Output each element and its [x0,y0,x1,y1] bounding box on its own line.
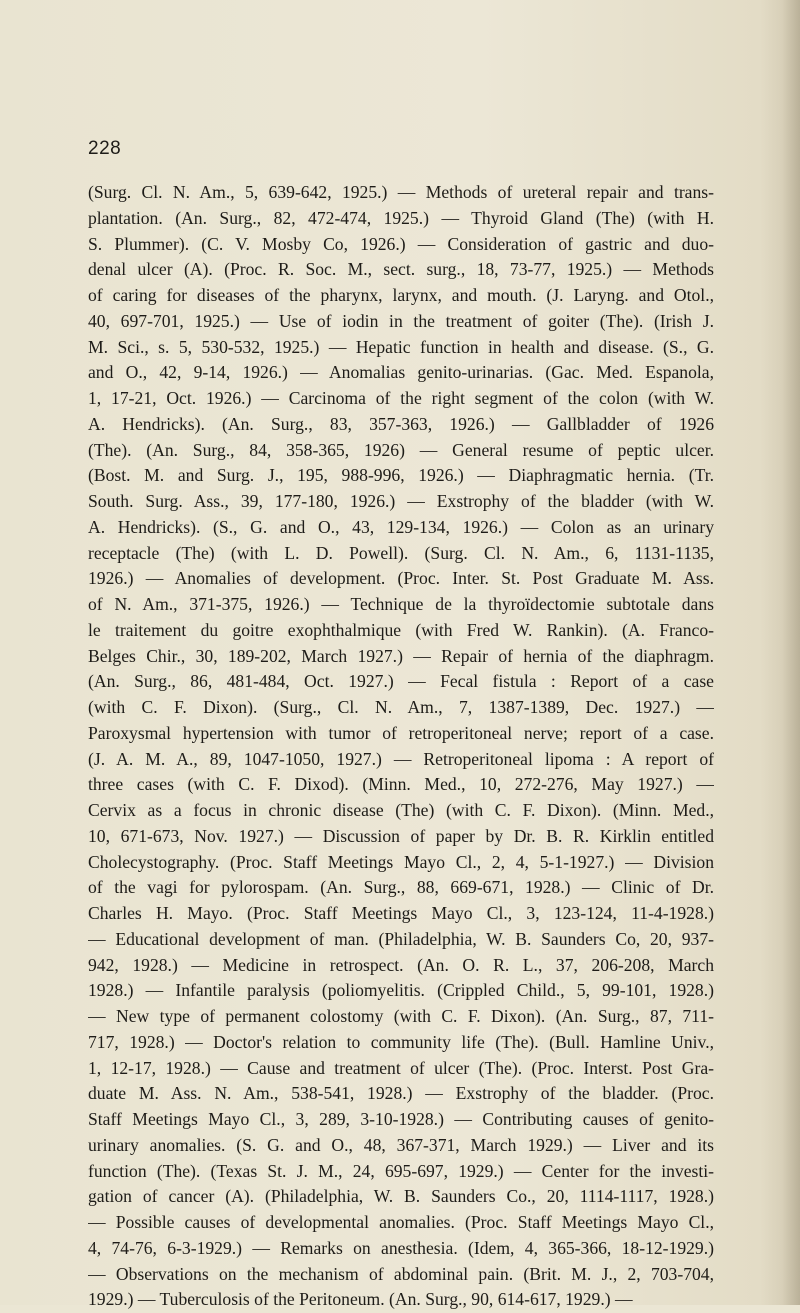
text-line: of caring for diseases of the pharynx, larynx, and mouth. (J. Laryng. and Otol., [88,285,714,305]
text-line: Charles H. Mayo. (Proc. Staff Meetings Mayo Cl., 3, 123-124, 11-4-1928.) [88,903,714,923]
text-line: and O., 42, 9-14, 1926.) — Anomalias genito-urinarias. (Gac. Med. Espanola, [88,362,714,383]
text-line: three cases (with C. F. Dixod). (Minn. Med., 10, 272-276, May 1927.) — [88,774,714,795]
text-line: A. Hendricks). (S., G. and O., 43, 129-134, 1926.) — Colon as an urinary [88,516,714,537]
text-line: 1, 12-17, 1928.) — Cause and treatment of ulcer (The). (Proc. Interst. Post Gra- [88,1057,714,1078]
text-line: M. Sci., s. 5, 530-532, 1925.) — Hepatic function in health and disease. (S., G. [88,336,714,357]
text-line: denal ulcer (A). (Proc. R. Soc. M., sect. surg., 18, 73-77, 1925.) — Methods [88,259,714,280]
text-line: 1926.) — Anomalies of development. (Proc. Inter. St. Post Graduate M. Ass. [88,568,714,589]
text-line: Belges Chir., 30, 189-202, March 1927.) — Repair of hernia of the diaphragm. [88,645,714,666]
text-line: (J. A. M. A., 89, 1047-1050, 1927.) — Retroperitoneal lipoma : A report of [88,748,714,769]
text-line: 1928.) — Infantile paralysis (poliomyelitis. (Crippled Child., 5, 99-101, 1928.) [88,980,714,1001]
text-line: plantation. (An. Surg., 82, 472-474, 1925.) — Thyroid Gland (The) (with H. [88,207,714,228]
text-line: Cholecystography. (Proc. Staff Meetings Mayo Cl., 2, 4, 5-1-1927.) — Division [88,851,714,872]
text-line: le traitement du goitre exophthalmique (with Fred W. Rankin). (A. Franco- [88,619,714,640]
text-line: (The). (An. Surg., 84, 358-365, 1926) — General resume of peptic ulcer. [88,439,714,460]
text-line: South. Surg. Ass., 39, 177-180, 1926.) — Exstrophy of the bladder (with W. [88,491,714,511]
text-line: 40, 697-701, 1925.) — Use of iodin in the treatment of goiter (The). (Irish J. [88,310,714,331]
text-line: 942, 1928.) — Medicine in retrospect. (An. O. R. L., 37, 206-208, March [88,954,714,975]
text-line: — New type of permanent colostomy (with C. F. Dixon). (An. Surg., 87, 711- [88,1006,714,1026]
text-line: 1, 17-21, Oct. 1926.) — Carcinoma of the right segment of the colon (with W. [88,388,714,408]
text-line: of the vagi for pylorospam. (An. Surg., 88, 669-671, 1928.) — Clinic of Dr. [88,877,714,898]
text-line: gation of cancer (A). (Philadelphia, W. B. Saunders Co., 20, 1114-1117, 1928.) [88,1186,714,1207]
text-line: (Surg. Cl. N. Am., 5, 639-642, 1925.) — Methods of ureteral repair and trans- [88,182,714,202]
text-line: — Observations on the mechanism of abdominal pain. (Brit. M. J., 2, 703-704, [88,1263,714,1284]
page-number: 228 [88,138,122,159]
text-line: — Possible causes of developmental anomalies. (Proc. Staff Meetings Mayo Cl., [88,1212,714,1232]
text-line: 10, 671-673, Nov. 1927.) — Discussion of paper by Dr. B. R. Kirklin entitled [88,825,714,846]
text-line: Cervix as a focus in chronic disease (The) (with C. F. Dixon). (Minn. Med., [88,800,714,820]
text-line: Staff Meetings Mayo Cl., 3, 289, 3-10-1928.) — Contributing causes of genito- [88,1109,714,1129]
text-line: (with C. F. Dixon). (Surg., Cl. N. Am., 7, 1387-1389, Dec. 1927.) — [88,697,714,717]
text-line: 717, 1928.) — Doctor's relation to community life (The). (Bull. Hamline Univ., [88,1031,714,1052]
text-line: 4, 74-76, 6-3-1929.) — Remarks on anesthesia. (Idem, 4, 365-366, 18-12-1929.) [88,1237,714,1258]
text-line: duate M. Ass. N. Am., 538-541, 1928.) — Exstrophy of the bladder. (Proc. [88,1083,714,1104]
text-line: S. Plummer). (C. V. Mosby Co, 1926.) — Consideration of gastric and duo- [88,233,714,254]
text-line: of N. Am., 371-375, 1926.) — Technique de la thyroïdectomie subtotale dans [88,594,714,614]
text-line: — Educational development of man. (Philadelphia, W. B. Saunders Co, 20, 937- [88,928,714,949]
text-line: receptacle (The) (with L. D. Powell). (Surg. Cl. N. Am., 6, 1131-1135, [88,542,714,563]
text-line: (An. Surg., 86, 481-484, Oct. 1927.) — Fecal fistula : Report of a case [88,671,714,692]
text-line: A. Hendricks). (An. Surg., 83, 357-363, 1926.) — Gallbladder of 1926 [88,413,714,434]
text-line: function (The). (Texas St. J. M., 24, 695-697, 1929.) — Center for the investi- [88,1160,714,1181]
text-line: urinary anomalies. (S. G. and O., 48, 367-371, March 1929.) — Liver and its [88,1134,714,1155]
text-line: 1929.) — Tuberculosis of the Peritoneum. (An. Surg., 90, 614-617, 1929.) — [88,1289,633,1310]
bibliography-paragraph [88,180,714,1313]
text-line: (Bost. M. and Surg. J., 195, 988-996, 1926.) — Diaphragmatic hernia. (Tr. [88,465,714,486]
page-edge-shadow [782,0,800,1305]
text-line: Paroxysmal hypertension with tumor of retroperitoneal nerve; report of a case. [88,722,714,743]
